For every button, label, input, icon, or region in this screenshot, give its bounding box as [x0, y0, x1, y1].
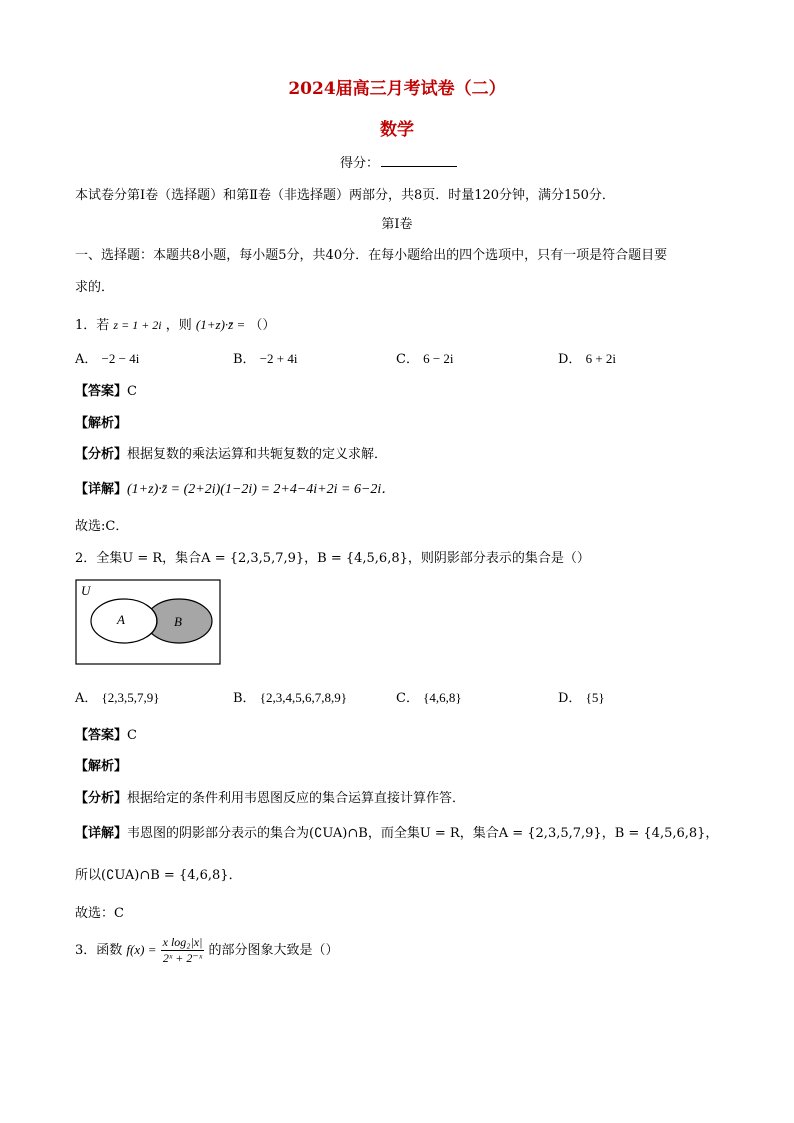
option-text: 6 + 2i [585, 351, 617, 366]
answer-value: C [127, 728, 137, 743]
section1-line1: 一、选择题：本题共8小题，每小题5分，共40分．在每小题给出的四个选项中，只有一项是符合题目要 [75, 248, 668, 263]
q2-stem: 2．全集U = R，集合A = {2,3,5,7,9}，B = {4,5,6,8}，则阴影部分表示的集合是（） [75, 551, 590, 566]
part1-title: 第Ⅰ卷 [381, 217, 413, 232]
exam-title: 2024届高三月考试卷（二） [288, 79, 506, 99]
q1-then: ，则 [165, 318, 192, 333]
q3-numerator: x log₂|x| [162, 935, 203, 949]
answer-tag: 【答案】 [75, 384, 128, 399]
venn-diagram [75, 579, 221, 665]
q1-option-d [558, 348, 616, 367]
fenxi-text: 根据复数的乘法运算和共轭复数的定义求解． [127, 447, 388, 462]
xiangjie-tag: 【详解】 [75, 826, 128, 841]
option-letter: B． [233, 352, 256, 367]
q1-xiangjie [75, 478, 395, 498]
section1-line2: 求的． [75, 280, 115, 295]
set-b-label: B [174, 614, 182, 629]
q1-given: z = 1 + 2i [113, 318, 162, 332]
q1-option-b [233, 348, 297, 367]
q3-prefix: 3．函数 [75, 943, 123, 958]
option-text: {2,3,5,7,9} [101, 690, 160, 705]
answer-tag: 【答案】 [75, 728, 128, 743]
option-letter: A． [75, 352, 98, 367]
option-text: {2,3,4,5,6,7,8,9} [259, 690, 347, 705]
q2-option-c [396, 687, 462, 706]
answer-value: C [127, 384, 137, 399]
q2-conclusion: 故选：C [75, 906, 124, 921]
universe-label: U [81, 583, 91, 598]
q3-denominator: 2ˣ + 2⁻ˣ [162, 951, 203, 965]
q2-jiexi-tag: 【解析】 [75, 759, 128, 774]
option-text: −2 − 4i [101, 351, 140, 366]
q1-option-c [396, 348, 454, 367]
q1-stem [75, 314, 275, 333]
q3-suffix: 的部分图象大致是（） [208, 943, 339, 958]
option-letter: C． [396, 691, 419, 706]
score-line [340, 152, 457, 171]
q2-answer [75, 724, 137, 743]
set-a-label: A [117, 612, 125, 627]
option-text: −2 + 4i [259, 351, 298, 366]
q2-option-b [233, 687, 347, 706]
q1-jiexi-tag: 【解析】 [75, 416, 128, 431]
xiangjie-text: 韦恩图的阴影部分表示的集合为(∁UA)∩B，而全集U = R，集合A = {2,3,5,7,9}，B = {4,5,6,8}， [127, 826, 719, 841]
q3-fraction [161, 935, 205, 966]
q1-answer [75, 380, 137, 399]
q1-fenxi [75, 443, 387, 462]
xiangjie-tag: 【详解】 [75, 482, 128, 497]
q1-option-a [75, 348, 139, 367]
q3-stem [75, 935, 339, 966]
option-letter: D． [558, 352, 582, 367]
q1-number: 1．若 [75, 318, 110, 333]
fenxi-tag: 【分析】 [75, 447, 128, 462]
instructions: 本试卷分第Ⅰ卷（选择题）和第Ⅱ卷（非选择题）两部分，共8页．时量120分钟，满分150分． [75, 188, 615, 203]
q2-xiangjie [75, 822, 718, 841]
option-text: 6 − 2i [423, 351, 454, 366]
q1-conclusion: 故选:C． [75, 519, 129, 534]
score-blank [381, 154, 457, 167]
xiangjie-text: (1+z)·z̄ = (2+2i)(1−2i) = 2+4−4i+2i = 6−2i． [127, 482, 396, 497]
q2-fenxi [75, 787, 465, 806]
q1-expr: (1+z)·z̄ = [195, 317, 246, 332]
score-label: 得分： [340, 156, 380, 171]
q3-fx: f(x) = [126, 942, 157, 957]
fenxi-text: 根据给定的条件利用韦恩图反应的集合运算直接计算作答． [127, 791, 466, 806]
option-letter: A． [75, 691, 98, 706]
fenxi-tag: 【分析】 [75, 791, 128, 806]
option-text: {5} [585, 690, 605, 705]
q2-option-a [75, 687, 160, 706]
option-letter: B． [233, 691, 256, 706]
q2-line2: 所以(∁UA)∩B = {4,6,8}． [75, 868, 242, 883]
option-letter: D． [558, 691, 582, 706]
option-letter: C． [396, 352, 419, 367]
option-text: {4,6,8} [423, 690, 462, 705]
subject-title: 数学 [380, 120, 414, 140]
q2-option-d [558, 687, 605, 706]
q1-paren: （） [249, 318, 276, 333]
